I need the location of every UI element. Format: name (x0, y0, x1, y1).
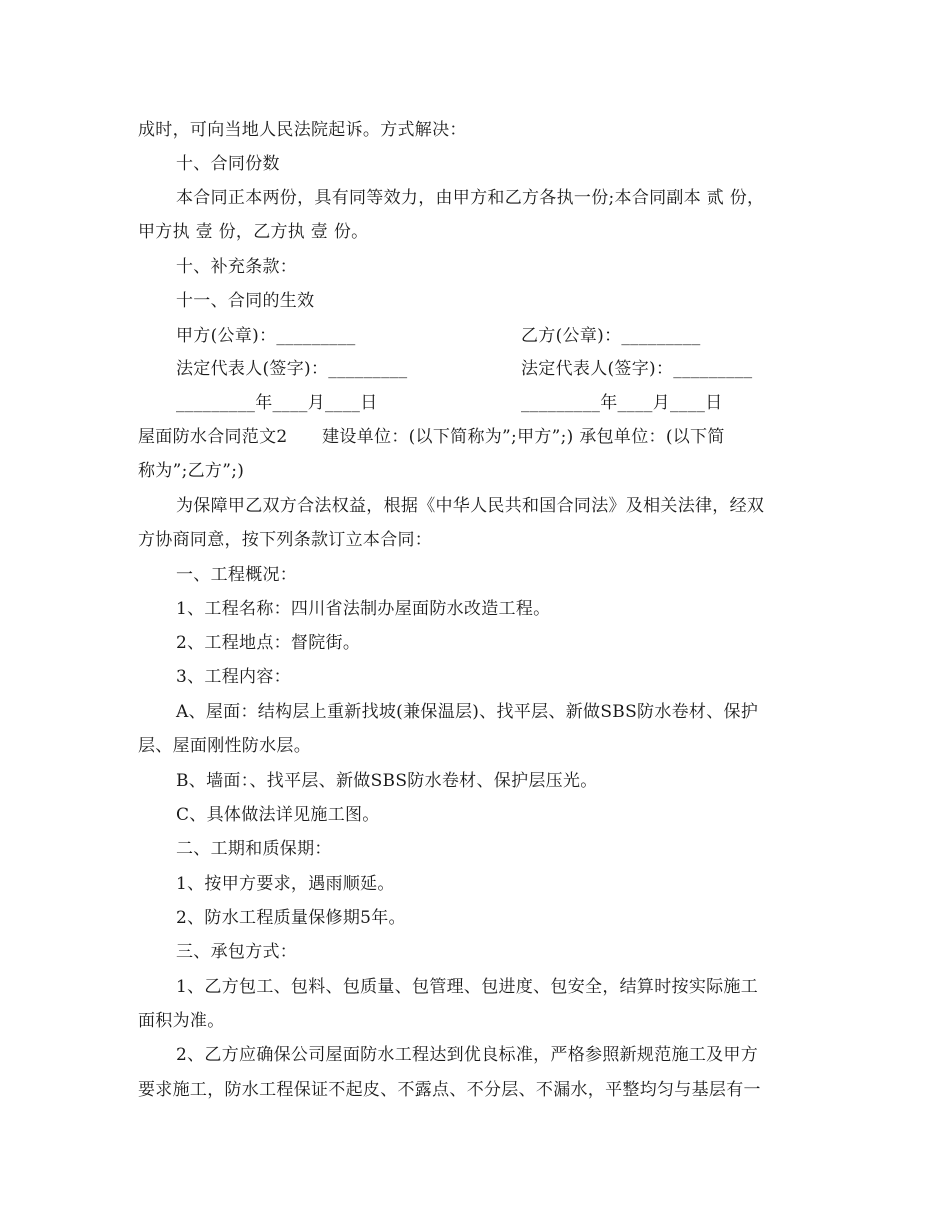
list-item: 2、防水工程质量保修期5年。 (176, 908, 406, 928)
party-a-date: _________年____月____日 (176, 393, 378, 413)
party-a-seal: 甲方(公章)：_________ (176, 326, 356, 346)
list-item: 2、工程地点：督院街。 (176, 633, 361, 653)
list-item: 2、乙方应确保公司屋面防水工程达到优良标准，严格参照新规范施工及甲方 (176, 1045, 759, 1065)
paragraph-line: 甲方执 壹 份，乙方执 壹 份。 (138, 222, 369, 242)
paragraph-line: 面积为准。 (138, 1011, 225, 1031)
section-heading: 十、补充条款： (176, 257, 298, 277)
section-heading: 十、合同份数 (176, 154, 280, 174)
list-item: B、墙面：、找平层、新做SBS防水卷材、保护层压光。 (176, 771, 598, 791)
paragraph-line: 成时，可向当地人民法院起诉。方式解决： (138, 120, 467, 140)
list-item: 1、工程名称：四川省法制办屋面防水改造工程。 (176, 599, 551, 619)
section-heading: 十一、合同的生效 (176, 291, 315, 311)
party-a-representative: 法定代表人(签字)：_________ (176, 359, 408, 379)
list-item: 1、按甲方要求，遇雨顺延。 (176, 874, 395, 894)
party-b-representative: 法定代表人(签字)：_________ (521, 359, 753, 379)
list-item: 1、乙方包工、包料、包质量、包管理、包进度、包安全，结算时按实际施工 (176, 977, 759, 997)
party-b-seal: 乙方(公章)：_________ (521, 326, 701, 346)
list-item: A、屋面：结构层上重新找坡(兼保温层)、找平层、新做SBS防水卷材、保护 (176, 702, 759, 722)
paragraph-line: 方协商同意，按下列条款订立本合同： (138, 530, 433, 550)
list-item: 3、工程内容： (176, 667, 291, 687)
section-heading: 二、工期和质保期： (176, 839, 332, 859)
paragraph-line: 层、屋面刚性防水层。 (138, 736, 311, 756)
list-item: C、具体做法详见施工图。 (176, 805, 380, 825)
party-b-date: _________年____月____日 (521, 393, 723, 413)
paragraph-line: 要求施工，防水工程保证不起皮、不露点、不分层、不漏水，平整均匀与基层有一 (138, 1080, 761, 1100)
paragraph-line: 为保障甲乙双方合法权益，根据《中华人民共和国合同法》及相关法律，经双 (176, 496, 765, 516)
section-heading: 一、工程概况： (176, 565, 298, 585)
paragraph-line: 本合同正本两份，具有同等效力，由甲方和乙方各执一份;本合同副本 贰 份， (176, 188, 765, 208)
section-heading: 三、承包方式： (176, 942, 298, 962)
paragraph-line: 称为”;乙方”;) (138, 461, 245, 481)
document-title-line: 屋面防水合同范文2 建设单位：(以下简称为”;甲方”;) 承包单位：(以下简 (138, 427, 725, 447)
